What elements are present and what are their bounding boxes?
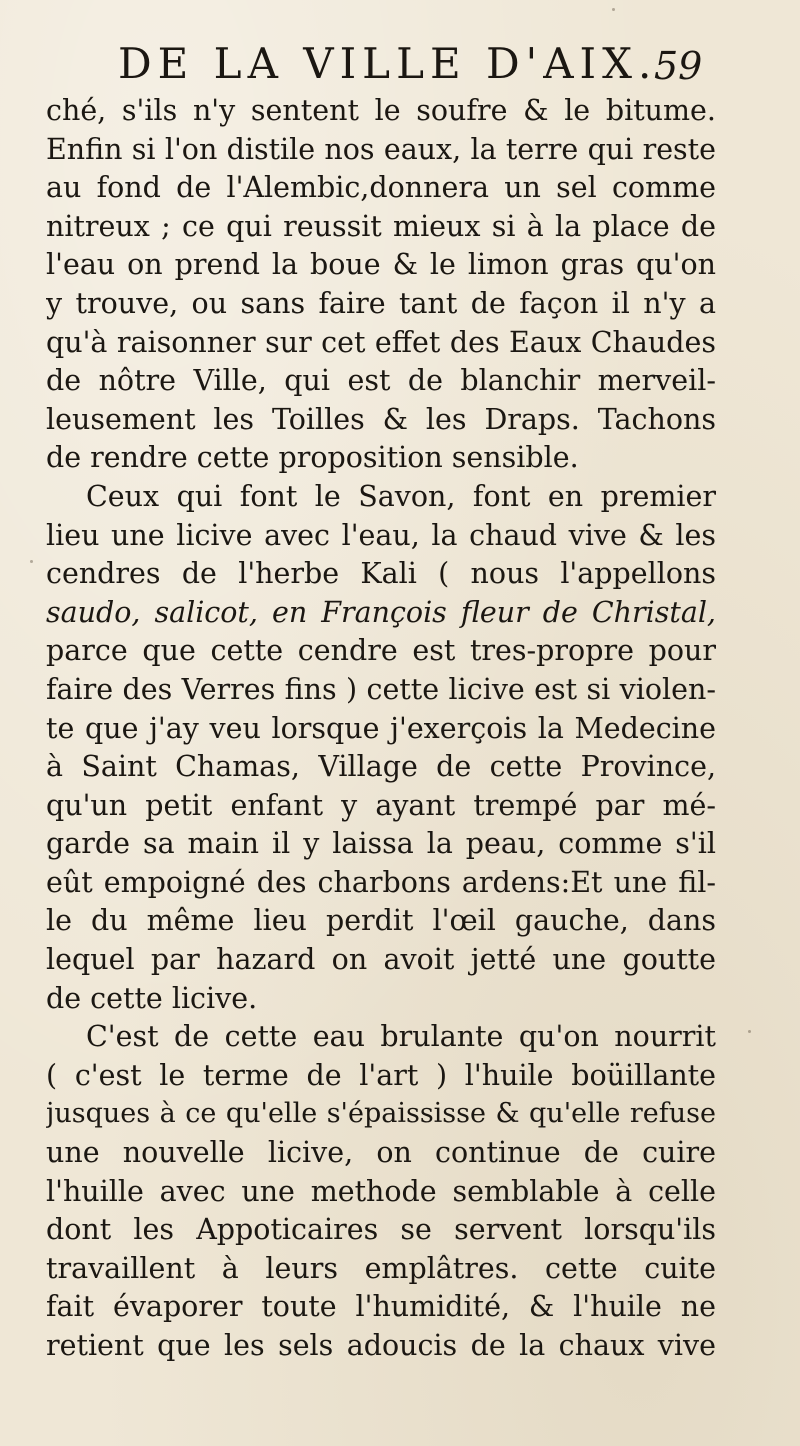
text-line: fait évaporer toute l'humidité, & l'huile ne	[46, 1290, 716, 1324]
text-line: Enfin si l'on distile nos eaux, la terre qui reste	[46, 132, 716, 166]
page-header	[0, 38, 800, 88]
text-line: une nouvelle licive, on continue de cuire	[46, 1136, 716, 1170]
text-line: ( c'est le terme de l'art ) l'huile boüillante	[46, 1058, 716, 1092]
text-line: qu'un petit enfant y ayant trempé par mé-	[46, 788, 716, 822]
text-line: retient que les sels adoucis de la chaux vive	[46, 1329, 716, 1362]
paper-speck	[748, 1030, 751, 1033]
text-line: leusement les Toilles & les Draps. Tachons	[46, 402, 716, 436]
text-line: eût empoigné des charbons ardens:Et une fil-	[46, 865, 716, 899]
text-line: de nôtre Ville, qui est de blanchir merveil-	[46, 364, 716, 398]
text-line: l'huille avec une methode semblable à celle	[46, 1174, 716, 1208]
text-line: qu'à raisonner sur cet effet des Eaux Chaudes	[46, 325, 716, 359]
text-line: au fond de l'Alembic,donnera un sel comme	[46, 171, 716, 205]
running-title: DE LA VILLE D'AIX.	[118, 39, 658, 88]
text-line: y trouve, ou sans faire tant de façon il n'y a	[46, 286, 716, 320]
paper-speck	[30, 560, 33, 563]
text-line: parce que cette cendre est tres-propre pour	[46, 634, 716, 668]
text-line: le du même lieu perdit l'œil gauche, dans	[46, 904, 716, 938]
text-line: te que j'ay veu lorsque j'exerçois la Medecine	[46, 711, 716, 745]
text-line: dont les Appoticaires se servent lorsqu'ils	[46, 1213, 716, 1247]
text-line: de cette licive.	[46, 981, 258, 1015]
text-line: garde sa main il y laissa la peau, comme s'il	[46, 827, 716, 861]
text-line: l'eau on prend la boue & le limon gras qu'on	[46, 248, 716, 282]
text-line: faire des Verres fins ) cette licive est si violen-	[46, 672, 716, 706]
paragraph-start-line: Ceux qui font le Savon, font en premier	[86, 479, 716, 513]
text-line: saudo, salicot, en François fleur de Christal,	[46, 595, 716, 629]
text-line: de rendre cette proposition sensible.	[46, 441, 579, 475]
body-text	[46, 92, 716, 1366]
text-line: ché, s'ils n'y sentent le soufre & le bitume.	[46, 94, 716, 127]
text-line: lieu une licive avec l'eau, la chaud vive & les	[46, 518, 716, 552]
paper-speck	[612, 8, 615, 11]
text-line: travaillent à leurs emplâtres. cette cuite	[46, 1251, 716, 1285]
text-line: cendres de l'herbe Kali ( nous l'appellons	[46, 557, 716, 591]
text-line: nitreux ; ce qui reussit mieux si à la place de	[46, 209, 716, 243]
text-line: jusques à ce qu'elle s'épaississe & qu'elle refuse	[46, 1098, 716, 1130]
page-number: 59	[654, 44, 703, 88]
text-line: lequel par hazard on avoit jetté une goutte	[46, 943, 716, 977]
paragraph-start-line: C'est de cette eau brulante qu'on nourrit	[86, 1020, 716, 1054]
text-line: à Saint Chamas, Village de cette Province,	[46, 750, 716, 784]
